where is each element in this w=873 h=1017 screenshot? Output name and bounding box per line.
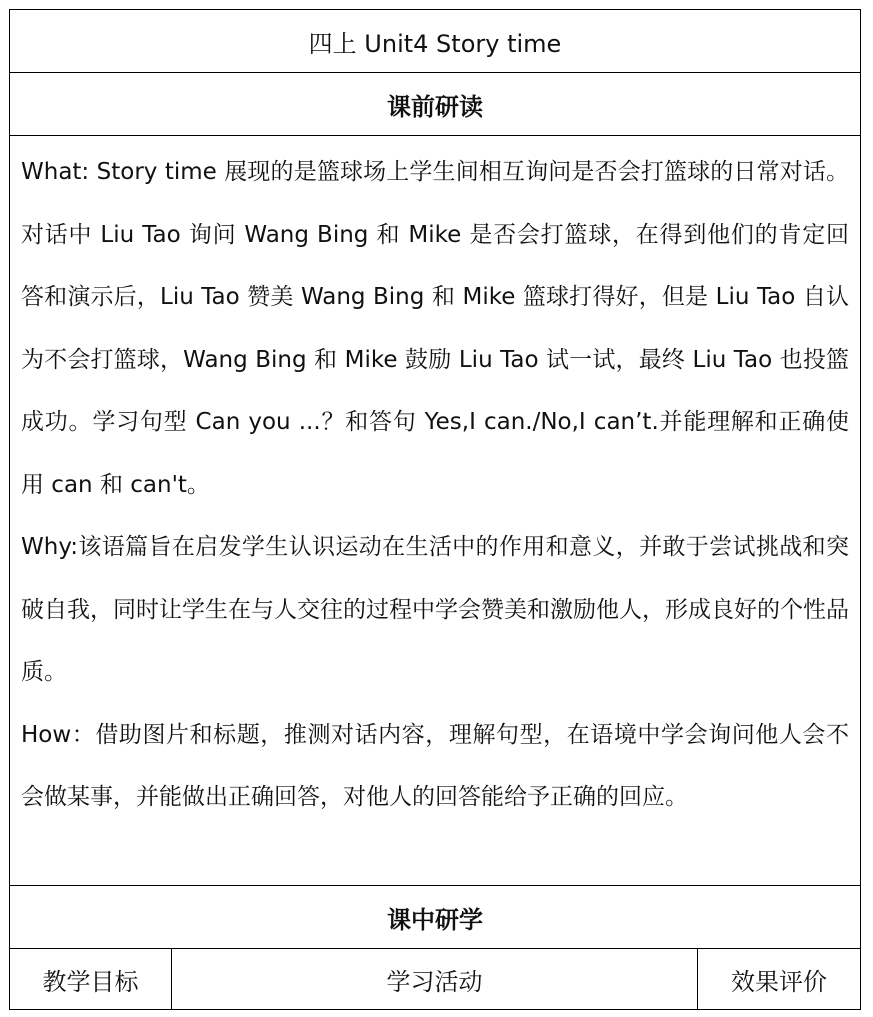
how-paragraph: How：借助图片和标题，推测对话内容，理解句型，在语境中学会询问他人会不会做某事，并能做出正确回答，对他人的回答能给予正确的回应。 xyxy=(21,721,849,810)
column-header-row xyxy=(10,949,860,1010)
analysis-content-cell xyxy=(10,136,860,886)
what-paragraph: What: Story time 展现的是篮球场上学生间相互询问是否会打篮球的日常对话。对话中 Liu Tao 询问 Wang Bing 和 Mike 是否会打篮球，在得到他们的肯定回答和演示后，Liu Tao 赞美 Wang Bing 和 Mike 篮球打得好，但是 Liu Tao 自认为不会打篮球，Wang Bing 和 Mike 鼓励 Liu Tao 试一试，最终 Liu Tao 也投篮成功。学习句型 Can you ...？和答句 Yes,I can./No,I can’t.并能理解和正确使用 can 和 can't。 xyxy=(21,159,849,498)
why-paragraph: Why:该语篇旨在启发学生认识运动在生活中的作用和意义，并敢于尝试挑战和突破自我，同时让学生在与人交往的过程中学会赞美和激励他人，形成良好的个性品质。 xyxy=(21,534,849,685)
column-learning-activities: 学习活动 xyxy=(172,949,698,1010)
pre-class-section-header xyxy=(10,73,860,136)
document-title-row xyxy=(10,10,860,73)
pre-class-heading: 课前研读 xyxy=(387,92,483,121)
in-class-section-header xyxy=(10,886,860,949)
column-teaching-goals: 教学目标 xyxy=(10,949,172,1010)
document-title: 四上 Unit4 Story time xyxy=(308,29,562,58)
in-class-heading: 课中研学 xyxy=(387,905,483,934)
column-evaluation: 效果评价 xyxy=(731,968,827,996)
lesson-plan-table xyxy=(9,9,861,1010)
